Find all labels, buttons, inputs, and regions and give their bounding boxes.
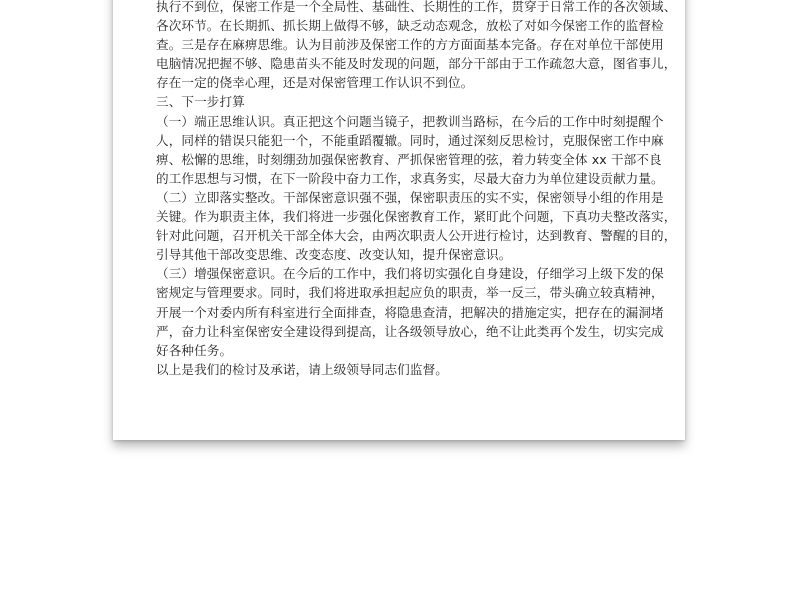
text-line: （一）端正思维认识。真正把这个问题当镜子，把教训当路标，在今后的工作中时刻提醒个 xyxy=(156,113,664,129)
text-line: 引导其他干部改变思维、改变态度、改变认知，提升保密意识。 xyxy=(156,247,512,263)
text-line: 好各种任务。 xyxy=(156,342,233,358)
text-line: 人，同样的错误只能犯一个，不能重蹈覆辙。同时，通过深刻反思检讨，克服保密工作中麻 xyxy=(156,132,664,148)
text-line: 关键。作为职责主体，我们将进一步强化保密教育工作，紧盯此个问题，下真功夫整改落实， xyxy=(156,209,677,225)
text-line: 各次环节。在长期抓、抓长期上做得不够，缺乏动态观念，放松了对如今保密工作的监督检 xyxy=(156,18,664,34)
text-line: 痹、松懈的思维，时刻绷劲加强保密教育、严抓保密管理的弦，着力转变全体 xx 干部不良 xyxy=(156,151,662,167)
text-line: 针对此问题，召开机关干部全体大会，由两次职责人公开进行检讨，达到教育、警醒的目的， xyxy=(156,228,677,244)
document-body xyxy=(156,0,677,379)
text-line: 的工作思想与习惯，在下一阶段中奋力工作，求真务实，尽最大奋力为单位建设贡献力量。 xyxy=(156,170,664,186)
closing-line: 以上是我们的检讨及承诺，请上级领导同志们监督。 xyxy=(156,361,448,377)
text-line: 查。三是存在麻痹思维。认为目前涉及保密工作的方方面面基本完备。存在对单位干部使用 xyxy=(156,37,664,53)
text-line: 执行不到位，保密工作是一个全局性、基础性、长期性的工作，贯穿于日常工作的各次领域、 xyxy=(156,0,677,14)
text-line: （二）立即落实整改。干部保密意识强不强，保密职责压的实不实，保密领导小组的作用是 xyxy=(156,189,664,205)
text-line: 开展一个对委内所有科室进行全面排查，将隐患查清，把解决的措施定实，把存在的漏洞堵 xyxy=(156,304,664,320)
document-page xyxy=(113,0,685,440)
text-line: 存在一定的侥幸心理，还是对保密管理工作认识不到位。 xyxy=(156,75,474,91)
text-line: 严，奋力让科室保密安全建设得到提高，让各级领导放心，绝不让此类再个发生，切实完成 xyxy=(156,323,664,339)
text-line: 电脑情况把握不够、隐患苗头不能及时发现的问题，部分干部由于工作疏忽大意，图省事儿， xyxy=(156,56,677,72)
section-heading: 三、下一步打算 xyxy=(156,94,245,110)
text-line: 密规定与管理要求。同时，我们将进取承担起应负的职责，举一反三，带头确立较真精神， xyxy=(156,285,664,301)
text-line: （三）增强保密意识。在今后的工作中，我们将切实强化自身建设，仔细学习上级下发的保 xyxy=(156,266,664,282)
